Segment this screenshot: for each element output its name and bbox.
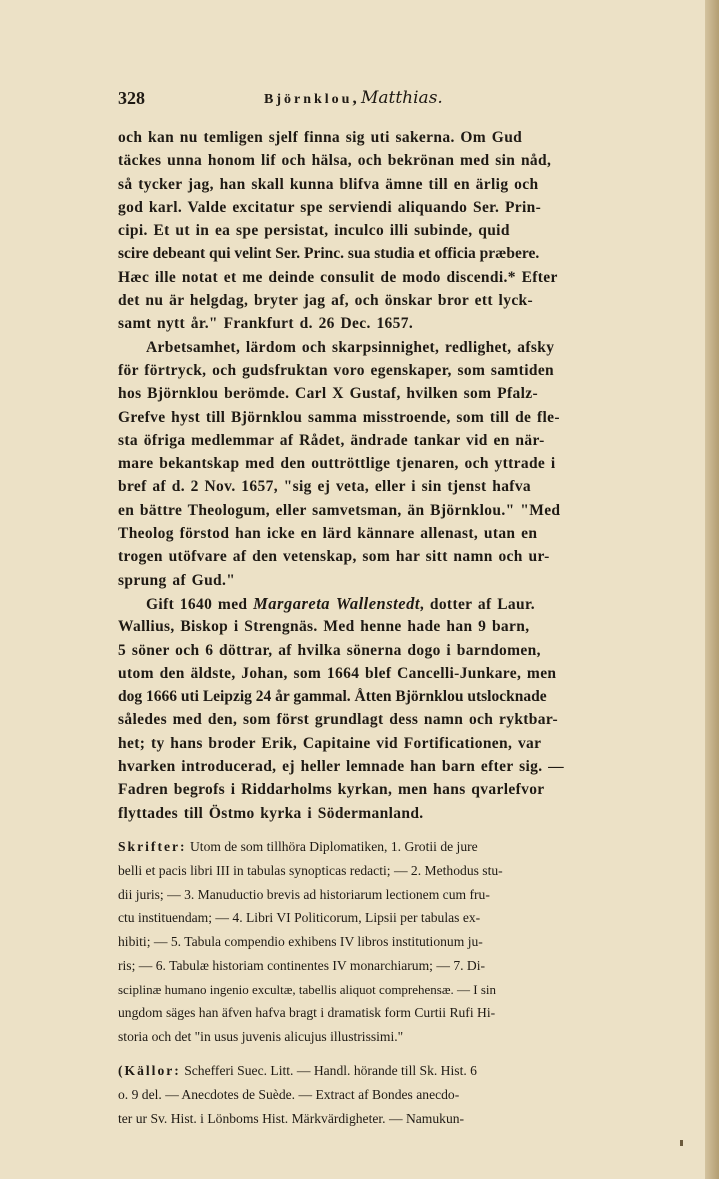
text-line: god karl. Valde excitatur spe serviendi aliquando Ser. Prin-	[118, 198, 542, 216]
text-segment: Utom de som tillhöra Diplomatiken, 1. Grotii de jure	[186, 838, 478, 854]
text-line: flyttades till Östmo kyrka i Södermanland.	[118, 804, 424, 822]
text-segment: , dotter af Laur.	[419, 595, 535, 613]
works-list	[118, 835, 648, 1049]
running-head-surname: Björnklou	[264, 92, 353, 107]
small-text-line: belli et pacis libri III in tabulas synopticas redacti; — 2. Methodus stu-	[118, 862, 503, 878]
text-line: så tycker jag, han skall kunna blifva ämne till en ärlig och	[118, 175, 539, 193]
text-line: bref af d. 2 Nov. 1657, "sig ej veta, eller i sin tjenst hafva	[118, 478, 532, 496]
running-head	[264, 88, 443, 108]
text-line: för förtryck, och gudsfruktan voro egenskaper, som samtiden	[118, 361, 555, 379]
text-line: täckes unna honom lif och hälsa, och bekrönan med sin nåd,	[118, 152, 552, 170]
text-line: 5 söner och 6 döttrar, af hvilka sönerna dogo i barndomen,	[118, 641, 541, 659]
small-text-line: ungdom säges han äfven hafva bragt i dramatisk form Curtii Rufi Hi-	[118, 1005, 496, 1021]
paragraph-letter	[118, 126, 648, 336]
text-line	[118, 592, 648, 615]
small-text-line: ctu instituendam; — 4. Libri VI Politicorum, Lipsii per tabulas ex-	[118, 910, 481, 926]
works-label: Skrifter:	[118, 838, 187, 854]
text-line: och kan nu temligen sjelf finna sig uti sakerna. Om Gud	[118, 129, 523, 146]
small-text-line: dii juris; — 3. Manuductio brevis ad historiarum lectionem cum fru-	[118, 886, 490, 902]
sources-list	[118, 1059, 648, 1130]
small-text-line	[118, 835, 648, 859]
small-text-line: sciplinæ humano ingenio excultæ, tabellis aliquot comprehensæ. — I sin	[118, 981, 497, 997]
text-line: Arbetsamhet, lärdom och skarpsinnighet, redlighet, afsky	[146, 338, 555, 356]
page-number: 328	[118, 88, 145, 108]
section-gap	[118, 825, 648, 835]
text-line: Theolog förstod han icke en lärd kännare allenast, utan en	[118, 525, 538, 543]
text-line: således med den, som först grundlagt dess namn och ryktbar-	[118, 711, 559, 729]
running-head-given-name: Matthias.	[360, 88, 443, 108]
text-line: mare bekantskap med den outtröttlige tjenaren, och yttrade i	[118, 455, 556, 473]
small-text-line	[118, 1059, 648, 1083]
text-line: dog 1666 uti Leipzig 24 år gammal. Åtten Björnklou utslocknade	[118, 688, 547, 706]
sources-label: (Källor:	[118, 1063, 181, 1079]
page-edge	[705, 0, 719, 1179]
text-line: hvarken introducerad, ej heller lemnade han barn efter sig. —	[118, 758, 565, 776]
text-line: Hæc ille notat et me deinde consulit de modo discendi.* Efter	[118, 268, 558, 286]
text-line: Wallius, Biskop i Strengnäs. Med henne hade han 9 barn,	[118, 618, 530, 636]
page-header	[118, 88, 638, 112]
text-line: hos Björnklou berömde. Carl X Gustaf, hvilken som Pfalz-	[118, 385, 538, 403]
text-line: trogen utöfvare af den vetenskap, som har sitt namn och ur-	[118, 548, 550, 566]
small-text-line: storia och det "in usus juvenis alicujus illustrissimi."	[118, 1029, 404, 1045]
small-text-line: o. 9 del. — Anecdotes de Suède. — Extract af Bondes anecdo-	[118, 1086, 460, 1102]
text-line: sta öfriga medlemmar af Rådet, ändrade tankar vid en när-	[118, 431, 545, 449]
text-line: samt nytt år." Frankfurt d. 26 Dec. 1657.	[118, 315, 414, 333]
paragraph-character	[118, 336, 648, 592]
text-line: sprung af Gud."	[118, 571, 236, 589]
text-line: cipi. Et ut in ea spe persistat, inculco illi subinde, quid	[118, 222, 510, 240]
running-head-separator: ,	[352, 88, 357, 107]
text-line: det nu är helgdag, bryter jag af, och önskar bror ett lyck-	[118, 292, 534, 310]
main-text	[118, 126, 648, 1130]
paragraph-family	[118, 592, 648, 825]
text-line: het; ty hans broder Erik, Capitaine vid Fortificationen, var	[118, 734, 542, 752]
text-line: en bättre Theologum, eller samvetsman, än Björnklou." "Med	[118, 501, 561, 519]
ink-speck	[680, 1140, 683, 1146]
small-text-line: ris; — 6. Tabulæ historiam continentes IV monarchiarum; — 7. Di-	[118, 957, 486, 973]
text-line: Grefve hyst till Björnklou samma misstroende, som till de fle-	[118, 408, 560, 426]
text-line: utom den äldste, Johan, som 1664 blef Cancelli-Junkare, men	[118, 664, 557, 682]
section-gap	[118, 1049, 648, 1059]
text-line: Fadren begrofs i Riddarholms kyrkan, men hans qvarlefvor	[118, 781, 545, 799]
spouse-name: Margareta Wallenstedt	[253, 593, 420, 613]
small-text-line: ter ur Sv. Hist. i Lönboms Hist. Märkvärdigheter. — Namukun-	[118, 1110, 465, 1126]
small-text-line: hibiti; — 5. Tabula compendio exhibens IV libros institutionum ju-	[118, 934, 483, 950]
text-segment: Schefferi Suec. Litt. — Handl. hörande till Sk. Hist. 6	[180, 1063, 477, 1079]
text-line: scire debeant qui velint Ser. Princ. sua studia et officia præbere.	[118, 245, 540, 263]
text-segment: Gift 1640 med	[146, 595, 254, 613]
